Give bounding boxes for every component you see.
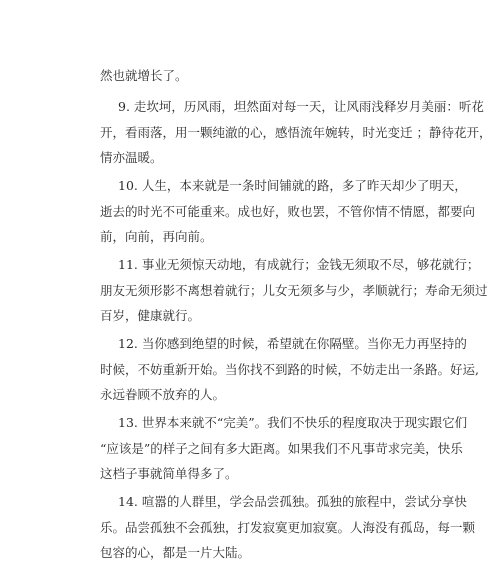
- paragraph-line: 然也就增长了。: [100, 68, 188, 83]
- paragraph-13-line-3: 这档子事就简单得多了。: [100, 466, 238, 481]
- paragraph-10-line-1: 10. 人生，本来就是一条时间铺就的路，多了昨天却少了明天，: [118, 178, 467, 193]
- paragraph-12-line-3: 永远眷顾不放弃的人。: [100, 387, 226, 402]
- paragraph-10-line-2: 逝去的时光不可能重来。成也好，败也罢，不管你情不情愿，都要向: [100, 204, 476, 219]
- paragraph-14-line-3: 包容的心，都是一片大陆。: [100, 545, 251, 560]
- paragraph-11-line-1: 11. 事业无须惊天动地，有成就行；金钱无须取不尽，够花就行；: [118, 257, 480, 272]
- paragraph-10-line-3: 前，向前，再向前。: [100, 229, 213, 244]
- paragraph-13-line-1: 13. 世界本来就不“完美”。我们不快乐的程度取决于现实跟它们: [118, 415, 468, 430]
- paragraph-11-line-3: 百岁，健康就行。: [100, 308, 201, 323]
- paragraph-11-line-2: 朋友无须形影不离想着就行；儿女无须多与少，孝顺就行；寿命无须过: [100, 283, 488, 298]
- paragraph-13-line-2: “应该是”的样子之间有多大距离。如果我们不凡事苛求完美，快乐: [100, 441, 463, 456]
- paragraph-12-line-2: 时候，不妨重新开始。当你找不到路的时候，不妨走出一条路。好运,: [100, 362, 479, 377]
- paragraph-12-line-1: 12. 当你感到绝望的时候，希望就在你隔壁。当你无力再坚持的: [118, 336, 467, 351]
- paragraph-14-line-1: 14. 喧嚣的人群里，学会品尝孤独。孤独的旅程中，尝试分享快: [118, 494, 467, 509]
- paragraph-14-line-2: 乐。品尝孤独不会孤独，打发寂寞更加寂寞。人海没有孤岛，每一颗: [100, 520, 476, 535]
- paragraph-9-line-3: 情亦温暖。: [100, 150, 163, 165]
- paragraph-9-line-2: 开，看雨落，用一颗纯澈的心，感悟流年婉转，时光变迁 ；静待花开，: [100, 125, 492, 140]
- paragraph-9-line-1: 9. 走坎坷，历风雨，坦然面对每一天，让风雨浅释岁月美丽：听花: [118, 99, 484, 114]
